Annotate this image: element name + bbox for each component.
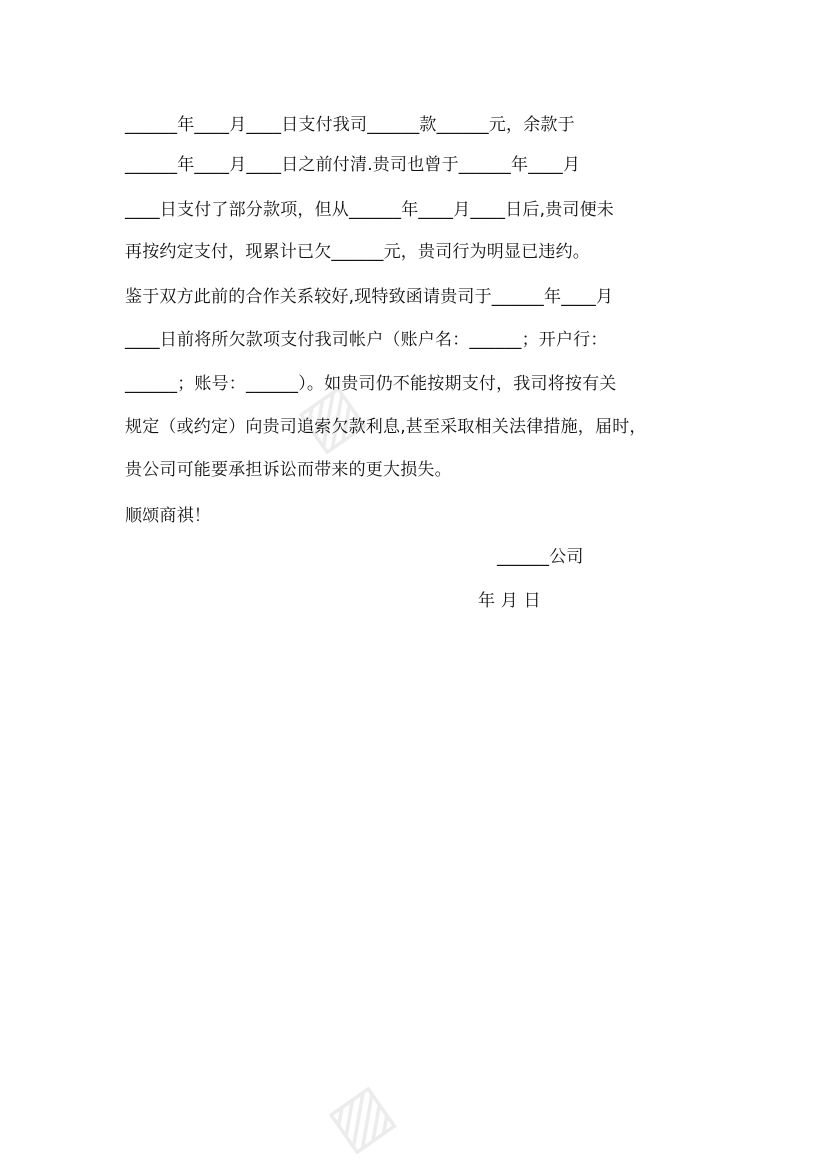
body-line-8: 规定（或约定）向贵司追索欠款利息,甚至采取相关法律措施，届时，	[125, 417, 647, 437]
closing-line: 顺颂商祺！	[125, 506, 211, 526]
signature-date: 年 月 日	[478, 591, 541, 611]
body-line-9: 贵公司可能要承担诉讼而带来的更大损失。	[125, 460, 452, 480]
body-line-4: 再按约定支付，现累计已欠______元，贵司行为明显已违约。	[125, 242, 590, 262]
signature-company: ______公司	[497, 547, 584, 567]
body-line-6: ____日前将所欠款项支付我司帐户（账户名：______；开户行：	[125, 330, 608, 350]
body-line-3: ____日支付了部分款项，但从______年____月____日后,贵司便未	[125, 200, 615, 220]
body-line-5: 鉴于双方此前的合作关系较好,现特致函请贵司于______年____月	[125, 287, 614, 307]
body-line-7: ______；账号：______）。如贵司仍不能按期支付，我司将按有关	[125, 374, 617, 394]
body-line-2: ______年____月____日之前付清.贵司也曾于______年____月	[125, 155, 581, 175]
watermark: ▨	[314, 1069, 407, 1165]
body-line-1: ______年____月____日支付我司______款______元，余款于	[125, 115, 575, 135]
watermark: ▨	[284, 369, 377, 465]
